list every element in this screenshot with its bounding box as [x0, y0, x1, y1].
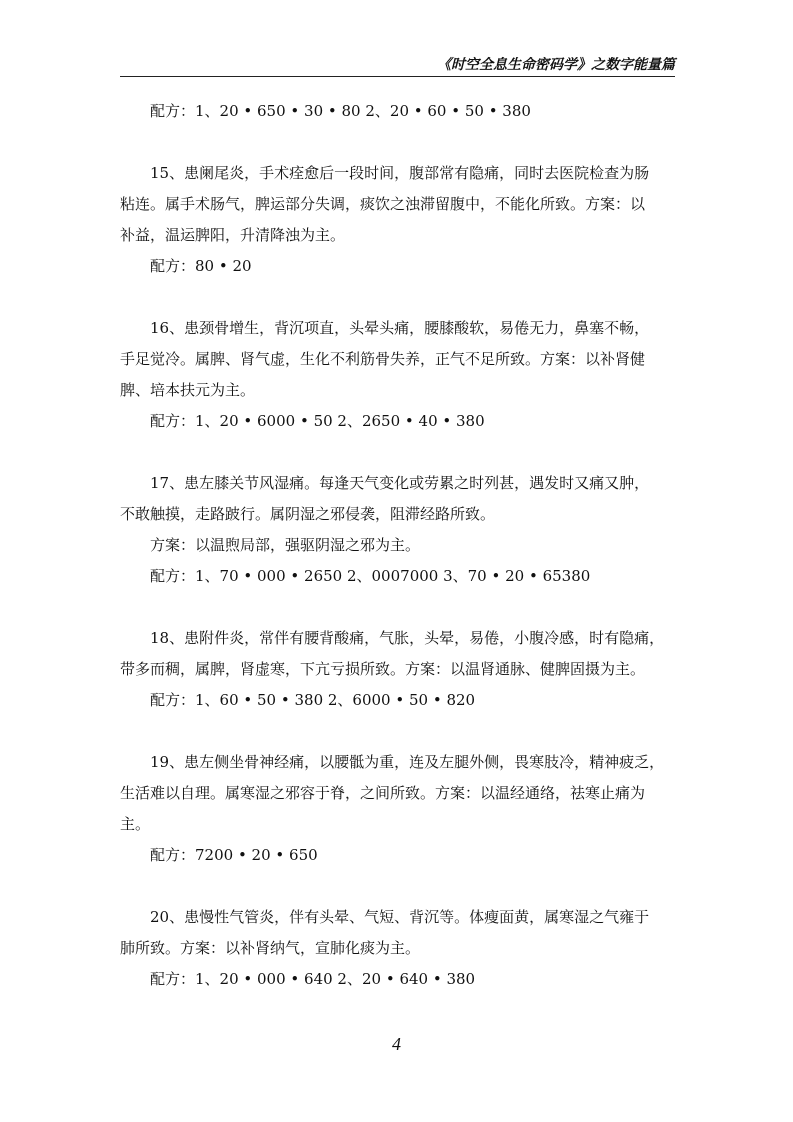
case-17-plan: 方案：以温煦局部，强驱阴湿之邪为主。	[150, 536, 421, 554]
case-15-text-line: 15、患阑尾炎，手术痊愈后一段时间，腹部常有隐痛，同时去医院检查为肠	[150, 164, 650, 182]
paragraph-gap	[120, 127, 675, 158]
case-19-text-line: 生活难以自理。属寒湿之邪容于脊，之间所致。方案：以温经通络，祛寒止痛为	[120, 784, 646, 802]
paragraph-gap	[120, 871, 675, 902]
formula-line: 配方：1、20 • 650 • 30 • 80 2、20 • 60 • 50 • 380	[150, 102, 531, 120]
page-number: 4	[392, 1034, 401, 1054]
case-20-text-line: 20、患慢性气管炎，伴有头晕、气短、背沉等。体瘦面黄，属寒湿之气雍于	[150, 908, 650, 926]
case-20-text-line: 肺所致。方案：以补肾纳气，宣肺化痰为主。	[120, 939, 421, 957]
case-19-formula: 配方：7200 • 20 • 650	[150, 846, 318, 864]
case-15-formula: 配方：80 • 20	[150, 257, 252, 275]
page-header	[120, 52, 675, 77]
case-15-text-line: 补益，温运脾阳，升清降浊为主。	[120, 226, 346, 244]
paragraph-gap	[120, 437, 675, 468]
case-17-text-line: 不敢触摸，走路跛行。属阴湿之邪侵袭，阻滞经路所致。	[120, 505, 496, 523]
case-18-text-line: 带多而稠，属脾，肾虚寒，下亢亏损所致。方案：以温肾通脉、健脾固摄为主。	[120, 660, 646, 678]
case-16-text-line: 手足觉冷。属脾、肾气虚，生化不利筋骨失养，正气不足所致。方案：以补肾健	[120, 350, 646, 368]
paragraph-gap	[120, 592, 675, 623]
page-content	[120, 96, 675, 995]
case-16-formula: 配方：1、20 • 6000 • 50 2、2650 • 40 • 380	[150, 412, 485, 430]
paragraph-gap	[120, 282, 675, 313]
case-20-formula: 配方：1、20 • 000 • 640 2、20 • 640 • 380	[150, 970, 476, 988]
paragraph-gap	[120, 716, 675, 747]
book-title: 《时空全息生命密码学》之数字能量篇	[437, 57, 675, 73]
case-19-text-line: 主。	[120, 815, 151, 833]
case-16-text-line: 16、患颈骨增生，背沉项直，头晕头痛，腰膝酸软，易倦无力，鼻塞不畅，	[150, 319, 650, 337]
case-18-text-line: 18、患附件炎，常伴有腰背酸痛，气胀，头晕，易倦，小腹冷感，时有隐痛，	[150, 629, 665, 647]
case-16-text-line: 脾、培本扶元为主。	[120, 381, 256, 399]
case-15-text-line: 粘连。属手术肠气，脾运部分失调，痰饮之浊滞留腹中，不能化所致。方案：以	[120, 195, 646, 213]
case-19-text-line: 19、患左侧坐骨神经痛，以腰骶为重，连及左腿外侧，畏寒肢冷，精神疲乏，	[150, 753, 665, 771]
case-17-text-line: 17、患左膝关节风湿痛。每逢天气变化或劳累之时列甚，遇发时又痛又肿，	[150, 474, 650, 492]
case-18-formula: 配方：1、60 • 50 • 380 2、6000 • 50 • 820	[150, 691, 476, 709]
case-17-formula: 配方：1、70 • 000 • 2650 2、0007000 3、70 • 20 • 65380	[150, 567, 591, 585]
